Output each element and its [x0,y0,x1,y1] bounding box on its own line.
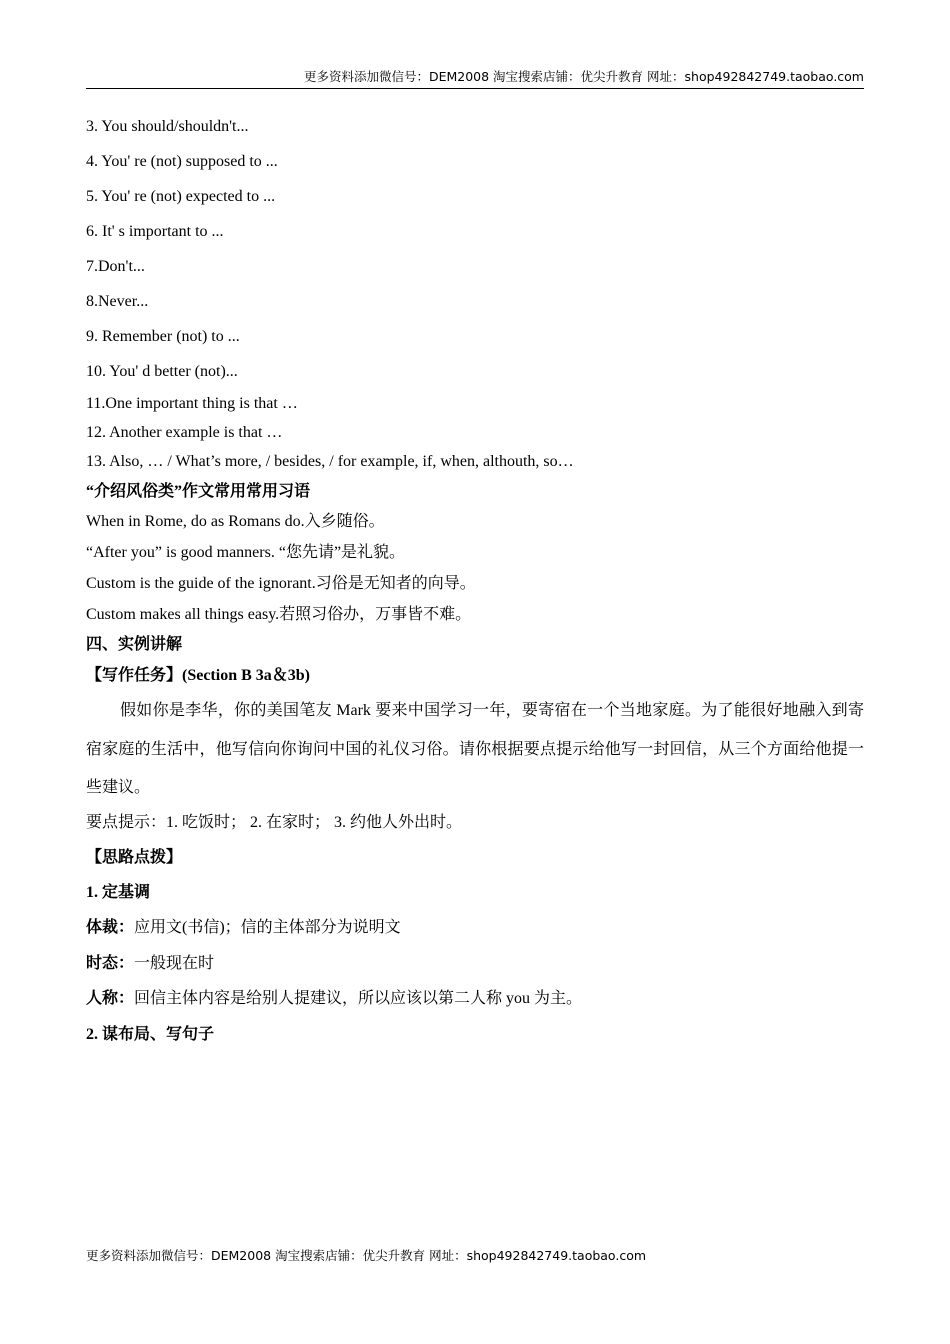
phrase-item: 8.Never... [86,293,149,310]
person-label: 人称： [86,990,135,1007]
task-heading: 【写作任务】(Section B 3a＆3b) [86,667,311,684]
genre-line [86,918,401,938]
phrase-item: 12. Another example is that … [86,424,283,441]
genre-value: 应用文(书信)；信的主体部分为说明文 [134,919,401,936]
genre-label: 体裁： [86,919,135,936]
idiom-item: Custom makes all things easy.若照习俗办，万事皆不难。 [86,606,472,623]
step2-heading: 2. 谋布局、写句子 [86,1026,215,1043]
tense-label: 时态： [86,955,135,972]
page-footer [86,1246,646,1266]
phrase-item: 7.Don't... [86,258,145,275]
footer-text: 更多资料添加微信号：DEM2008 淘宝搜索店铺：优尖升教育 网址：shop492842749.taobao.com [86,1248,647,1263]
person-value: 回信主体内容是给别人提建议，所以应该以第二人称 you 为主。 [134,990,583,1007]
key-points: 要点提示：1. 吃饭时； 2. 在家时； 3. 约他人外出时。 [86,814,463,831]
phrase-item: 3. You should/shouldn't... [86,118,249,135]
section-heading: 四、实例讲解 [86,636,183,653]
phrase-item: 9. Remember (not) to ... [86,328,240,345]
task-paragraph: 假如你是李华，你的美国笔友 Mark 要来中国学习一年，要寄宿在一个当地家庭。为了能很好地融入到寄宿家庭的生活中，他写信向你询问中国的礼仪习俗。请你根据要点提示给他写一封回信，从三个方面给他提一些建议。 [86,702,864,796]
tense-value: 一般现在时 [134,955,215,972]
phrase-item: 4. You' re (not) supposed to ... [86,153,278,170]
page-header [86,66,864,89]
step1-heading: 1. 定基调 [86,884,151,901]
phrase-item: 5. You' re (not) expected to ... [86,188,276,205]
approach-heading: 【思路点拨】 [86,849,183,866]
tense-line [86,954,214,974]
idiom-item: Custom is the guide of the ignorant.习俗是无知者的向导。 [86,575,476,592]
idiom-item: When in Rome, do as Romans do.入乡随俗。 [86,513,385,530]
phrase-item: 6. It' s important to ... [86,223,224,240]
customs-heading: “介绍风俗类”作文常用常用习语 [86,483,311,500]
idiom-item: “After you” is good manners. “您先请”是礼貌。 [86,544,406,561]
phrase-item: 11.One important thing is that … [86,395,298,412]
phrase-item: 10. You' d better (not)... [86,363,238,380]
header-text: 更多资料添加微信号：DEM2008 淘宝搜索店铺：优尖升教育 网址：shop492842749.taobao.com [303,69,864,84]
person-line [86,989,582,1009]
phrase-item: 13. Also, … / What’s more, / besides, / for example, if, when, althouth, so… [86,453,574,470]
